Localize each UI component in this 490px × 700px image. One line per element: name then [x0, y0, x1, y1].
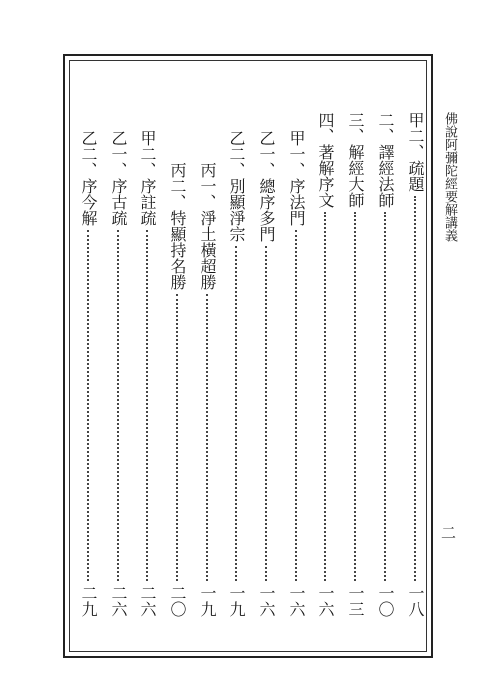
dotted-leader [265, 246, 267, 581]
toc-entry [256, 130, 276, 617]
dotted-leader [117, 230, 119, 581]
toc-entry-page: 一三 [346, 585, 365, 617]
toc-entry-title: 三、解經大師 [346, 112, 365, 208]
toc-entry-page: 二九 [79, 585, 98, 617]
toc-entry [78, 130, 98, 617]
toc-entry-title: 乙一、總序多門 [257, 130, 276, 242]
toc-entry-page: 一六 [316, 585, 335, 617]
toc-entry [405, 112, 425, 617]
toc-entry-page: 二六 [138, 585, 157, 617]
toc-entry [286, 130, 306, 617]
dotted-leader [176, 294, 178, 581]
toc-entry [345, 112, 365, 617]
toc-entry [167, 162, 187, 617]
dotted-leader [414, 196, 416, 581]
toc-entry-title: 丙一、淨土橫超勝 [198, 162, 217, 290]
toc-entry-page: 二六 [109, 585, 128, 617]
toc-entry-page: 一八 [406, 585, 425, 617]
toc-entry-title: 乙二、別顯淨宗 [227, 130, 246, 242]
toc-entry-title: 二、譯經法師 [376, 112, 395, 208]
dotted-leader [87, 230, 89, 581]
page-number: 二 [441, 524, 457, 542]
toc-entry-title: 甲二、疏題 [406, 112, 425, 192]
toc-entry [137, 130, 157, 617]
toc-entry [108, 130, 128, 617]
toc-entry-page: 一六 [257, 585, 276, 617]
dotted-leader [324, 212, 326, 581]
running-head: 佛說阿彌陀經要解講義 [442, 112, 457, 242]
toc-entry-page: 一九 [198, 585, 217, 617]
toc-entry-page: 一〇 [376, 585, 395, 617]
toc-entry-title: 四、著解序文 [316, 112, 335, 208]
toc-entry-page: 二〇 [168, 585, 187, 617]
dotted-leader [146, 230, 148, 581]
toc-entry-page: 一六 [287, 585, 306, 617]
toc-entry [315, 112, 335, 617]
dotted-leader [354, 212, 356, 581]
toc-entry-title: 丙二、特顯持名勝 [168, 162, 187, 290]
dotted-leader [384, 212, 386, 581]
toc-entry [197, 162, 217, 617]
dotted-leader [235, 246, 237, 581]
dotted-leader [295, 230, 297, 581]
toc-entry-title: 乙一、序古疏 [109, 130, 128, 226]
toc-entry-title: 甲一、序法門 [287, 130, 306, 226]
toc-entry-title: 乙二、序今解 [79, 130, 98, 226]
toc-entry-title: 甲二、序註疏 [138, 130, 157, 226]
toc-entry [375, 112, 395, 617]
toc-entry-page: 一九 [227, 585, 246, 617]
toc-entry [226, 130, 246, 617]
dotted-leader [206, 294, 208, 581]
